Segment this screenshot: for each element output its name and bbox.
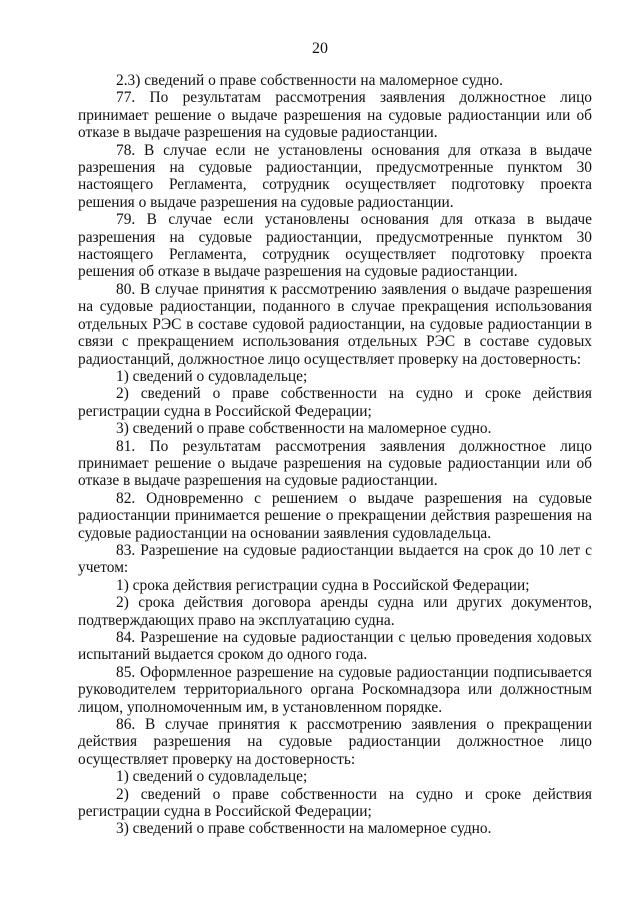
paragraph-77: 77. По результатам рассмотрения заявления должностное лицо принимает решение о выдаче разрешения на судовые радиостанции или об отказе в выдаче разрешения на судовые радиостанции.: [78, 89, 592, 142]
paragraph-79: 79. В случае если установлены основания для отказа в выдаче разрешения на судовые радиостанции, предусмотренные пунктом 30 настоящего Регламента, сотрудник осуществляет подготовку проекта решения об отказе в выдаче разрешения на судовые радиостанции.: [78, 211, 592, 281]
paragraph-86-item-3: 3) сведений о праве собственности на маломерное судно.: [116, 820, 492, 838]
paragraph-80-item-2: 2) сведений о праве собственности на судно и сроке действия регистрации судна в Российской Федерации;: [78, 385, 592, 420]
paragraph-80-item-1: 1) сведений о судовладельце;: [116, 367, 308, 385]
paragraph-84: 84. Разрешение на судовые радиостанции с целью проведения ходовых испытаний выдается сроком до одного года.: [78, 629, 592, 664]
paragraph-80: 80. В случае принятия к рассмотрению заявления о выдаче разрешения на судовые радиостанции, поданного в случае прекращения использования отдельных РЭС в составе судовой радиостанции, на судовые радиостанции в связи с прекращением использования отдельных РЭС в составе судовых радиостанций, должностное лицо осуществляет проверку на достоверность:: [78, 280, 592, 368]
paragraph-82: 82. Одновременно с решением о выдаче разрешения на судовые радиостанции принимается решение о прекращении действия разрешения на судовые радиостанции на основании заявления судовладельца.: [78, 489, 592, 542]
document-body: [78, 72, 592, 838]
paragraph-86-item-1: 1) сведений о судовладельце;: [116, 768, 308, 786]
paragraph-83-item-2: 2) срока действия договора аренды судна или других документов, подтверждающих право на эксплуатацию судна.: [78, 594, 592, 629]
paragraph-85: 85. Оформленное разрешение на судовые радиостанции подписывается руководителем территориального органа Роскомнадзора или должностным лицом, уполномоченным им, в установленном порядке.: [78, 663, 592, 716]
paragraph-80-item-3: 3) сведений о праве собственности на маломерное судно.: [116, 420, 492, 438]
paragraph-86-item-2: 2) сведений о праве собственности на судно и сроке действия регистрации судна в Российской Федерации;: [78, 785, 592, 821]
paragraph-81: 81. По результатам рассмотрения заявления должностное лицо принимает решение о выдаче разрешения на судовые радиостанции или об отказе в выдаче разрешения на судовые радиостанции.: [78, 437, 592, 490]
paragraph-83-item-1: 1) срока действия регистрации судна в Российской Федерации;: [116, 576, 530, 594]
page-number: 20: [312, 40, 328, 57]
paragraph-78: 78. В случае если не установлены основания для отказа в выдаче разрешения на судовые радиостанции, предусмотренные пунктом 30 настоящего Регламента, сотрудник осуществляет подготовку проекта решения о выдаче разрешения на судовые радиостанции.: [78, 141, 592, 211]
paragraph-83: 83. Разрешение на судовые радиостанции выдается на срок до 10 лет с учетом:: [78, 541, 592, 577]
paragraph-86: 86. В случае принятия к рассмотрению заявления о прекращении действия разрешения на судовые радиостанции должностное лицо осуществляет проверку на достоверность:: [78, 716, 592, 768]
paragraph-2-3: 2.3) сведений о праве собственности на маломерное судно.: [116, 72, 503, 89]
